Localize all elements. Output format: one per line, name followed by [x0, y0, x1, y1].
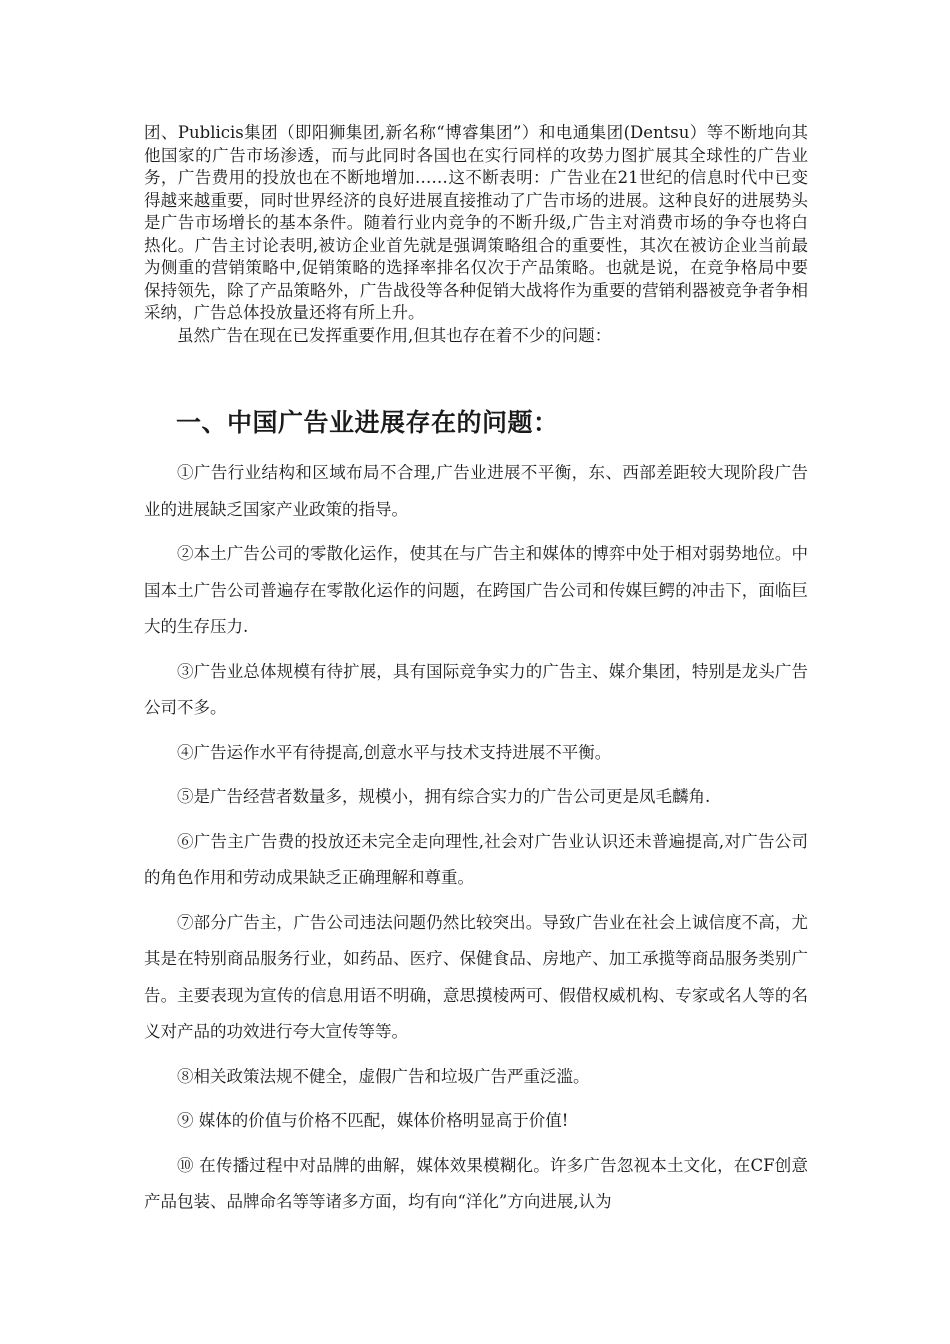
issue-item: ⑥广告主广告费的投放还未完全走向理性,社会对广告业认识还未普遍提高,对广告公司的角色作用和劳动成果缺乏正确理解和尊重。 [144, 831, 808, 887]
section-heading: 一、中国广告业进展存在的问题： [176, 408, 559, 437]
issue-item: ⑨ 媒体的价值与价格不匹配，媒体价格明显高于价值! [177, 1111, 569, 1130]
issue-item: ⑩ 在传播过程中对品牌的曲解，媒体效果模糊化。许多广告忽视本土文化，在CF创意产品包装、品牌命名等等诸多方面，均有向“洋化”方向进展,认为 [144, 1155, 808, 1211]
intro-paragraph: 团、Publicis集团（即阳狮集团,新名称“博睿集团”）和电通集团(Dentsu）等不断地向其他国家的广告市场渗透，而与此同时各国也在实行同样的攻势力图扩展其全球性的广告业务，广告费用的投放也在不断地增加……这不断表明：广告业在21世纪的信息时代中已变得越来越重要，同时世界经济的良好进展直接推动了广告市场的进展。这种良好的进展势头是广告市场增长的基本条件。随着行业内竞争的不断升级,广告主对消费市场的争夺也将白热化。广告主讨论表明,被访企业首先就是强调策略组合的重要性，其次在被访企业当前最为侧重的营销策略中,促销策略的选择率排名仅次于产品策略。也就是说，在竞争格局中要保持领先，除了产品策略外，广告战役等各种促销大战将作为重要的营销利器被竞争者争相采纳，广告总体投放量还将有所上升。 [144, 123, 808, 322]
issue-item: ④广告运作水平有待提高,创意水平与技术支持进展不平衡。 [177, 742, 612, 762]
issue-item: ②本土广告公司的零散化运作，使其在与广告主和媒体的博弈中处于相对弱势地位。中国本土广告公司普遍存在零散化运作的问题，在跨国广告公司和传媒巨鳄的冲击下，面临巨大的生存压力. [144, 544, 808, 636]
issue-item: ①广告行业结构和区域布局不合理,广告业进展不平衡，东、西部差距较大现阶段广告业的进展缺乏国家产业政策的指导。 [144, 463, 808, 519]
issue-item: ③广告业总体规模有待扩展，具有国际竞争实力的广告主、媒介集团，特别是龙头广告公司不多。 [144, 661, 808, 717]
issue-item: ⑤是广告经营者数量多，规模小，拥有综合实力的广告公司更是凤毛麟角. [177, 787, 711, 806]
issues-list [144, 455, 808, 1229]
intro-section [144, 122, 808, 347]
issue-item: ⑧相关政策法规不健全，虚假广告和垃圾广告严重泛滥。 [177, 1066, 590, 1086]
issue-item: ⑦部分广告主，广告公司违法问题仍然比较突出。导致广告业在社会上诚信度不高，尤其是在特别商品服务行业，如药品、医疗、保健食品、房地产、加工承揽等商品服务类别广告。主要表现为宣传的信息用语不明确，意思摸棱两可、假借权威机构、专家或名人等的名义对产品的功效进行夸大宣传等等。 [144, 912, 808, 1041]
intro-transition-paragraph: 虽然广告在现在已发挥重要作用,但其也存在着不少的问题： [177, 325, 612, 345]
